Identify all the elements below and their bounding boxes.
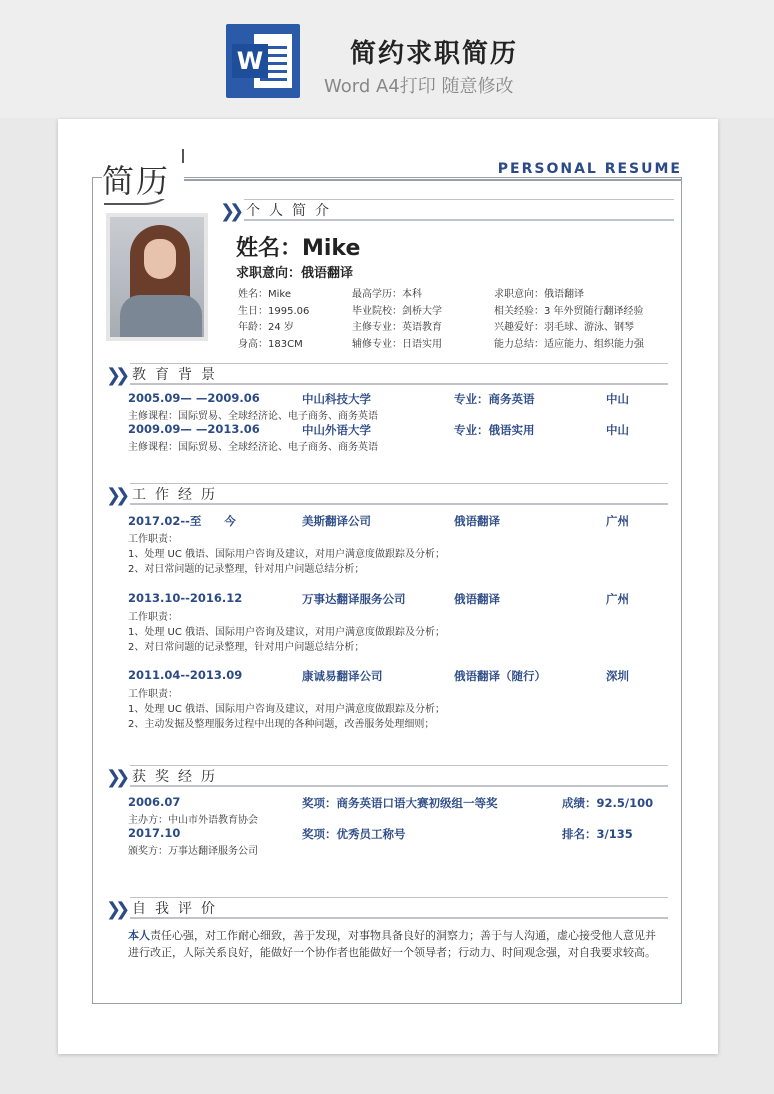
section-awards <box>106 765 668 787</box>
info-col-2: 最高学历：本科 毕业院校：剑桥大学 主修专业：英语教育 辅修专业：日语实用 <box>352 289 442 350</box>
section-profile <box>220 199 674 221</box>
section-title: 教育背景 <box>132 367 224 383</box>
resume-logo: 简历 <box>102 163 184 199</box>
banner-subtitle: Word A4打印 随意修改 <box>324 76 514 97</box>
info-col-3: 求职意向：俄语翻译 相关经验：3 年外贸随行翻译经验 兴趣爱好：羽毛球、游泳、钢琴 能力总结：适应能力、组织能力强 <box>494 289 644 350</box>
section-education <box>106 363 668 385</box>
section-self <box>106 897 668 919</box>
self-evaluation: 本人责任心强，对工作耐心细致，善于发现，对事物具备良好的洞察力；善于与人沟通，虚心接受他人意见并进行改正，人际关系良好，能做好一个协作者也能做好一个领导者；行动力、时间观念强，对自我要求较高。 <box>128 929 656 959</box>
section-title: 自我评价 <box>132 901 224 917</box>
section-work <box>106 483 668 505</box>
profile-photo <box>106 213 208 341</box>
section-title: 工作经历 <box>132 487 224 503</box>
banner <box>0 0 774 118</box>
name-heading: 姓名：Mike <box>236 236 361 261</box>
section-title: 获奖经历 <box>132 769 224 785</box>
job-intent: 求职意向：俄语翻译 <box>236 266 354 281</box>
chevron-icon: ❯❯ <box>106 365 125 386</box>
chevron-icon: ❯❯ <box>106 767 125 788</box>
word-letter: W <box>232 44 268 78</box>
section-title: 个人简介 <box>246 203 338 219</box>
resume-page: 简历 PERSONAL RESUME ❯❯ 个人简介 姓名：Mike 求职意向：俄语翻译 姓名：Mike 生日：1995.06 年龄：24 岁 身高：183CM 最高学历：本科 毕业院校：剑桥大学 主修专业：英语教育 辅修专业：日语实用 求职意向：俄语翻译 相关经验：3 年外贸随行翻译经验 兴趣爱好：羽毛球、游泳、钢琴 能力总结：适应能力、组织能力强 ❯❯ 教育背景 2005.09— —2009.06 中山科技大学 专业：商务英语 中山 主修课程：国际贸易、全球经济论、电子商务、商务英语 2009.09— —2013.06 中山外语大学 专业：俄语实用 中山 主修课程：国际贸易、全球经济论、电子商务、商务英语 ❯❯ 工作经历 2017.02--至 今 美斯翻译公司 俄语翻译 广州 工作职责： 1、处理 UC 俄语、国际用户咨询及建议，对用户满意度做跟踪及分析； 2、对日常问题的记录整理，针对用户问题总结分析； 2013.10--2016.12 万事达翻译服务公司 俄语翻译 广州 工作职责： 1、处理 UC 俄语、国际用户咨询及建议，对用户满意度做跟踪及分析； 2、对日常问题的记录整理，针对用户问题总结分析； 2011.04--2013.09 康诚易翻译公司 俄语翻译（随行） 深圳 工作职责： 1、处理 UC 俄语、国际用户咨询及建议，对用户满意度做跟踪及分析； 2、主动发掘及整理服务过程中出现的各种问题，改善服务处理细则； ❯❯ 获奖经历 2006.07 奖项：商务英语口语大赛初级组一等奖 成绩：92.5/100 主办方：中山市外语教育协会 2017.10 奖项：优秀员工称号 排名：3/135 颁奖方：万事达翻译服务公司 ❯❯ 自我评价 本人责任心强，对工作耐心细致，善于发现，对事物具备良好的洞察力；善于与人沟通，虚心接受他人意见并进行改正，人际关系良好，能做好一个协作者也能做好一个领导者；行动力、时间观念强，对自我要求较高。 <box>58 119 718 1054</box>
word-icon <box>226 24 300 98</box>
info-col-1: 姓名：Mike 生日：1995.06 年龄：24 岁 身高：183CM <box>238 289 310 350</box>
chevron-icon: ❯❯ <box>106 899 125 920</box>
chevron-icon: ❯❯ <box>220 201 239 222</box>
banner-title: 简约求职简历 <box>350 39 519 69</box>
personal-resume-label: PERSONAL RESUME <box>497 161 682 177</box>
chevron-icon: ❯❯ <box>106 485 125 506</box>
